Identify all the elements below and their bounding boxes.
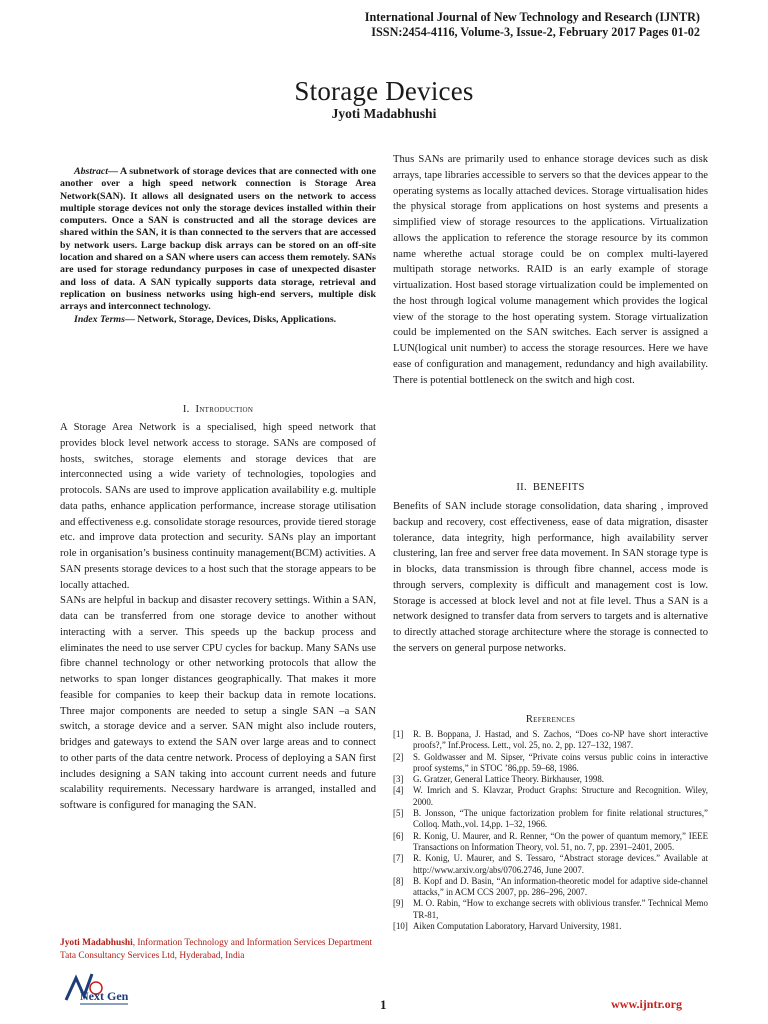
left-column — [60, 420, 376, 814]
publisher-logo-icon — [62, 970, 132, 1014]
index-terms-text: — Network, Storage, Devices, Disks, Applications. — [124, 313, 337, 325]
references-heading: References — [525, 714, 576, 725]
reference-item — [393, 752, 708, 775]
journal-name: International Journal of New Technology and Research (IJNTR) — [364, 10, 700, 24]
reference-text: R. Konig, U. Maurer, and R. Renner, “On the power of quantum memory,” IEEE Transactions on Information Theory, vol. 51, no. 7, pp. 2391–2401, 2005. — [413, 830, 708, 852]
reference-number: [2] — [393, 751, 404, 762]
journal-website-link[interactable]: www.ijntr.org — [611, 997, 682, 1011]
right-column — [393, 152, 708, 388]
reference-number: [3] — [393, 774, 404, 785]
paper-author: Jyoti Madabhushi — [331, 106, 437, 121]
references-list — [393, 729, 708, 932]
journal-header — [365, 10, 700, 40]
section-heading-introduction — [60, 404, 376, 415]
abstract-label: Abstract — [74, 166, 109, 177]
section-number: II. — [516, 482, 527, 493]
abstract — [60, 166, 376, 326]
index-terms — [60, 314, 376, 326]
reference-item — [393, 729, 708, 752]
index-terms-label: Index Terms — [74, 313, 125, 325]
footnote-affiliation: , Information Technology and Information Services Department Tata Consultancy Services Ltd, Hyderabad, India — [60, 938, 373, 961]
abstract-paragraph — [60, 166, 376, 314]
right-intro-paragraph: Thus SANs are primarily used to enhance storage devices such as disk arrays, tape libraries accessible to servers so that the devices appear to the operating systems as locally attached devices. Storage virtualisation hides the physical storage from applications on host systems and presents a simplified view of storage resources to the applications. Virtualization allows the application to reference the storage resource by its common name wherethe actual storage could be on complex multi-layered multipath storage networks. RAID is an early example of storage virtualization. Host based storage virtualization could be implemented on the host through logical volume management which provides the logical view of the storage to the host operating system. Storage virtualization could be implemented on the SAN switches. Each server is assigned a LUN(logical unit number) to access the storage resources. Here we have ease of configuration and management, redundancy and high availability. There is potential bottleneck on the switch and high cost. — [393, 154, 708, 386]
reference-text: B. Jonsson, “The unique factorization problem for finite relational structures,” Colloq. Math.,vol. 14,pp. 1–32, 1966. — [413, 808, 708, 830]
reference-text: S. Goldwasser and M. Sipser, “Private coins versus public coins in interactive proof systems,” in STOC ’86,pp. 59–68, 1986. — [413, 751, 708, 773]
reference-number: [6] — [393, 830, 404, 841]
journal-issue: ISSN:2454-4116, Volume-3, Issue-2, February 2017 Pages 01-02 — [371, 25, 700, 39]
reference-number: [8] — [393, 875, 404, 886]
reference-item — [393, 808, 708, 831]
section-title: Introduction — [195, 404, 254, 415]
abstract-text: — A subnetwork of storage devices that are connected with one another over a high speed network connection is Storage Area Network(SAN). It allows all designated users on the network to access multiple storage devices not only the storage devices installed within their computers. Once a SAN is constructed and all the storage devices are shared within the SAN, it is than connected to the servers that are accessed by network users. Large backup disk arrays can be stored on an off-site location and shared on a SAN where users can access them remotely. SANs are used for storage redundancy purposes in case of unexpected disaster and loss of data. A SAN typically supports data storage, retrieval and replication on business networks using high-end servers, multiple disk arrays and interconnect technology. — [60, 166, 376, 313]
reference-item — [393, 853, 708, 876]
author-footnote — [60, 937, 380, 962]
reference-text: B. Kopf and D. Basin, “An information-theoretic model for adaptive side-channel attacks,” in ACM CCS 2007, pp. 286–296, 2007. — [413, 875, 708, 898]
reference-text: R. B. Boppana, J. Hastad, and S. Zachos, “Does co-NP have short interactive proofs?,” Inf.Process. Lett., vol. 25, no. 2, pp. 127–132, 1987. — [413, 729, 708, 751]
footnote-author-name: Jyoti Madabhushi — [60, 938, 133, 948]
reference-number: [1] — [393, 729, 404, 739]
section-heading-benefits — [393, 482, 708, 493]
intro-paragraph-2: SANs are helpful in backup and disaster recovery settings. Within a SAN, data can be transferred from one storage device to another without interacting with a server. This speeds up the backup process and eliminates the need to use server CPU cycles for backup. Many SANs use fibre channel technology or other networking protocols that allow the networks to span longer distances geographically. That makes it more feasible for companies to keep their backup data in remote locations. Three major components are needed to setup a single SAN –a SAN switch, a storage device and a server. SAN might also include routers, bridges and gateways to extend the SAN over large areas and to connect to other parts of the data centre network. Process of deploying a SAN first includes designing a SAN taking into account current needs and future scalability requirements. Necessary hardware is arranged, installed and software is configured for managing the SAN. — [60, 595, 376, 811]
benefits-paragraph: Benefits of SAN include storage consolidation, data sharing , improved backup and recovery, cost effectiveness, ease of data migration, disaster tolerance, data integrity, high performance, high availability server clustering, lan free and server free data movement. In SAN storage type is in blocks, data transmission is through fibre channel, access mode is through servers, complexity is difficult and management cost is low. Storage is accessed at block level and not at file level. Thus a SAN is a network designed to transfer data from servers to targets and is alternative to directly attached storage architecture where the storage is connected to the servers on general purpose networks. — [393, 501, 708, 654]
reference-number: [4] — [393, 785, 404, 796]
reference-item — [393, 921, 708, 932]
reference-number: [7] — [393, 853, 404, 864]
reference-item — [393, 831, 708, 854]
paper-title: Storage Devices — [294, 76, 474, 106]
benefits-column — [393, 499, 708, 657]
publisher-logo-graphic — [62, 970, 132, 1014]
reference-text: M. O. Rabin, “How to exchange secrets with oblivious transfer.” Technical Memo TR-81, — [413, 898, 708, 920]
page-number: 1 — [380, 997, 387, 1012]
reference-text: Aiken Computation Laboratory, Harvard University, 1981. — [413, 921, 622, 932]
reference-item — [393, 774, 708, 785]
reference-number: [10] — [393, 921, 408, 932]
section-number: I. — [182, 404, 190, 415]
reference-text: W. Imrich and S. Klavzar, Product Graphs: Structure and Recognition. Wiley, 2000. — [413, 785, 708, 807]
reference-text: G. Gratzer, General Lattice Theory. Birkhauser, 1998. — [413, 774, 605, 785]
reference-text: R. Konig, U. Maurer, and S. Tessaro, “Abstract storage devices.” Available at http://www.arxiv.org/abs/0706.2746, June 2007. — [413, 853, 708, 875]
section-title: BENEFITS — [532, 482, 585, 493]
reference-number: [5] — [393, 808, 404, 819]
logo-text: Next Gen — [80, 989, 129, 1003]
reference-item — [393, 785, 708, 808]
reference-item — [393, 898, 708, 921]
reference-number: [9] — [393, 898, 404, 909]
intro-paragraph-1: A Storage Area Network is a specialised, high speed network that provides block level network access to storage. SANs are composed of hosts, switches, storage elements and storage devices that are interconnected using a wide variety of technologies, topologies and protocols. SANs are used to improve application availability e.g. multiple data paths, enhance application performance, increase storage utilisation and effectiveness e.g. consolidate storage resources, provide tiered storage etc. and improve data protection and security. SANs play an important role in organisation’s business continuity management(BCM) activities. A SAN presents storage devices to a host such that the storage appears to be locally attached. — [60, 422, 376, 591]
reference-item — [393, 876, 708, 899]
